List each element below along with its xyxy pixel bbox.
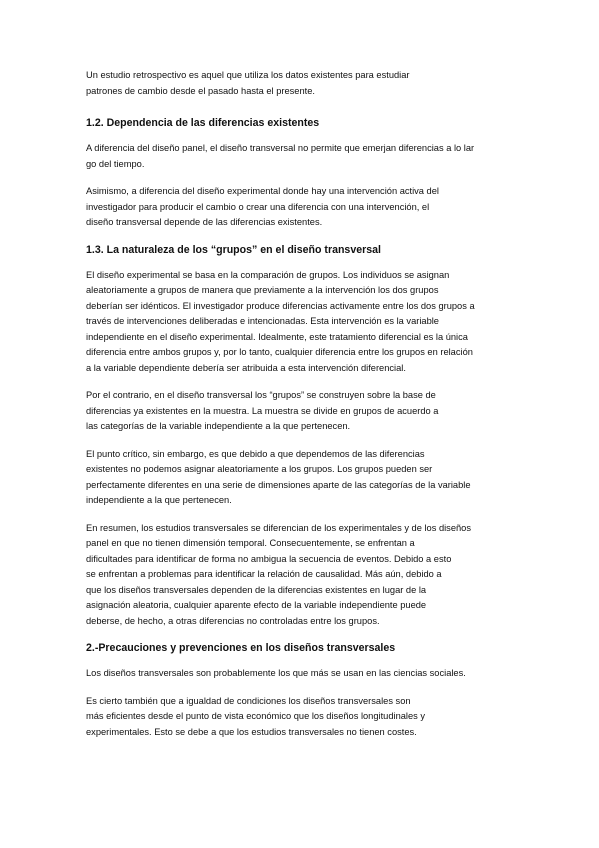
document-body [86, 68, 514, 752]
text-line: se enfrentan a problemas para identificar la relación de causalidad. Más aún, debido a [86, 569, 442, 579]
text-line: El diseño experimental se basa en la comparación de grupos. Los individuos se asignan [86, 269, 450, 280]
paragraph-most-used [86, 666, 514, 682]
section-heading-1-2: 1.2. Dependencia de las diferencias existentes [86, 117, 320, 129]
section-heading-1-3: 1.3. La naturaleza de los “grupos” en el diseño transversal [86, 243, 381, 256]
paragraph-experimental-difference [86, 184, 514, 231]
text-line: En resumen, los estudios transversales se diferencian de los experimentales y de los diseños [86, 522, 471, 533]
text-line: Un estudio retrospectivo es aquel que utiliza los datos existentes para estudiar [86, 70, 410, 80]
text-line: deberían ser idénticos. El investigador produce diferencias activamente entre los dos grupos a [86, 300, 475, 311]
text-line: go del tiempo. [86, 158, 145, 169]
text-line: dificultades para identificar de forma no ambigua la secuencia de eventos. Debido a esto [86, 553, 452, 564]
text-line: las categorías de la variable independiente a la que pertenecen. [86, 421, 351, 431]
text-line: Los diseños transversales son probablemente los que más se usan en las ciencias sociales. [86, 668, 466, 678]
paragraph-efficiency [86, 694, 514, 741]
paragraph-critical-point [86, 447, 514, 509]
section-heading-2: 2.-Precauciones y prevenciones en los diseños transversales [86, 642, 396, 654]
text-line: que los diseños transversales dependen de la diferencias existentes en lugar de la [86, 584, 427, 595]
text-line: investigador para producir el cambio o crear una diferencia con una intervención, el [86, 201, 430, 212]
paragraph-transversal-groups [86, 388, 514, 435]
text-line: a la variable dependiente debería ser atribuida a esta intervención diferencial. [86, 362, 406, 373]
text-line: diseño transversal depende de las diferencias existentes. [86, 217, 323, 227]
text-line: Asimismo, a diferencia del diseño experimental donde hay una intervención activa del [86, 186, 439, 196]
text-line: través de intervenciones deliberadas e intencionadas. Esta intervención es la variable [86, 316, 439, 326]
text-line: asignación aleatoria, cualquier aparente efecto de la variable independiente puede [86, 600, 427, 610]
text-line: independiente en el diseño experimental. Idealmente, este tratamiento diferencial es la única [86, 331, 468, 342]
text-line: experimentales. Esto se debe a que los estudios transversales no tienen costes. [86, 726, 417, 737]
text-line: patrones de cambio desde el pasado hasta el presente. [86, 85, 315, 96]
text-line: perfectamente diferentes en una serie de dimensiones aparte de las categorías de la variable [86, 479, 471, 490]
paragraph-summary [86, 521, 514, 630]
text-line: Por el contrario, en el diseño transversal los “grupos” se construyen sobre la base de [86, 390, 436, 400]
text-line: independiente a la que pertenecen. [86, 495, 232, 505]
text-line: A diferencia del diseño panel, el diseño transversal no permite que emerjan diferencias a lo lar [86, 143, 475, 153]
text-line: panel en que no tienen dimensión temporal. Consecuentemente, se enfrentan a [86, 538, 415, 548]
text-line: diferencia entre ambos grupos y, por lo tanto, cualquier diferencia entre los grupos en relación [86, 347, 473, 357]
text-line: existentes no podemos asignar aleatoriamente a los grupos. Los grupos pueden ser [86, 464, 433, 474]
text-line: aleatoriamente a grupos de manera que previamente a la intervención los dos grupos [86, 285, 439, 295]
text-line: El punto crítico, sin embargo, es que debido a que dependemos de las diferencias [86, 448, 425, 459]
text-line: más eficientes desde el punto de vista económico que los diseños longitudinales y [86, 711, 426, 721]
paragraph-experimental-design [86, 268, 514, 377]
paragraph-retrospective-study [86, 68, 514, 99]
text-line: Es cierto también que a igualdad de condiciones los diseños transversales son [86, 695, 411, 706]
paragraph-panel-difference [86, 141, 514, 172]
text-line: deberse, de hecho, a otras diferencias no controladas entre los grupos. [86, 615, 380, 626]
text-line: diferencias ya existentes en la muestra. La muestra se divide en grupos de acuerdo a [86, 405, 439, 416]
